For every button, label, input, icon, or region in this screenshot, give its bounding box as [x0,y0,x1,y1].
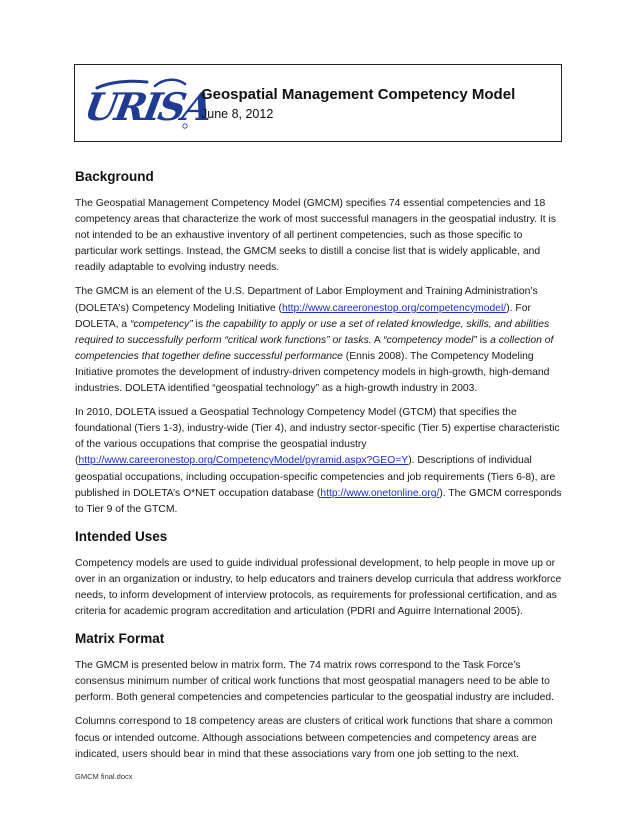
svg-text:URISA: URISA [81,85,214,130]
document-header [74,64,562,142]
section-background [75,168,567,518]
paragraph: In 2010, DOLETA issued a Geospatial Technology Competency Model (GTCM) that specifies the foundational (Tiers 1-3), industry-wide (Tier 4), and industry sector-specific (Tier 5) expertise characteristic of the various occupations that comprise the geospatial industry (http://www.careeronestop.org/CompetencyModel/pyramid.aspx?GEO=Y). Descriptions of individual geospatial occupations, including occupation-specific competencies and job requirements (Tiers 6-8), are published in DOLETA’s O*NET occupation database (http://www.onetonline.org/). The GMCM corresponds to Tier 9 of the GTCM. [75,407,562,515]
paragraph: Columns correspond to 18 competency areas are clusters of critical work functions that share a common focus or intended outcome. Although associations between competencies and competency areas are indicated, users should bear in mind that these associations vary from one job setting to the next. [75,716,553,760]
document-body [75,168,567,773]
paragraph: Competency models are used to guide individual professional development, to help people in move up or over in an organization or industry, to help educators and trainers develop curricula that address workforce needs, to inform development of interview protocols, as requirements for professional certification, and as criteria for academic program accreditation and articulation (PDRI and Aguirre International 2005). [75,557,562,618]
section-heading: Intended Uses [75,528,168,544]
competency-model-link[interactable]: http://www.careeronestop.org/competencymodel/ [281,302,507,314]
paragraph: The GMCM is presented below in matrix form. The 74 matrix rows correspond to the Task Force’s consensus minimum number of critical work functions that most geospatial managers need to be able to perform. Both general competencies and competencies particular to the geospatial industry are included. [75,660,554,704]
urisa-logo [81,74,214,132]
paragraph: The GMCM is an element of the U.S. Department of Labor Employment and Training Administration’s (DOLETA’s) Competency Modeling Initiative (http://www.careeronestop.org/competencymodel/). For DOLETA, a “competency” is the capability to apply or use a set of related knowledge, skills, and abilities required to successfully perform “critical work functions” or tasks. A “competency model” is a collection of competencies that together define successful performance (Ennis 2008). The Competency Modeling Initiative promotes the development of industry-driven competency models in high-growth, high-demand industries. DOLETA identified “geospatial technology” as a high-growth industry in 2003. [75,286,554,395]
section-intended-uses [75,528,567,620]
onet-link[interactable]: http://www.onetonline.org/ [320,487,440,499]
section-matrix-format [75,630,567,763]
document-date: June 8, 2012 [201,107,274,121]
section-heading: Background [75,169,154,184]
document-title: Geospatial Management Competency Model [201,86,516,103]
paragraph: The Geospatial Management Competency Model (GMCM) specifies 74 essential competencies and 18 competency areas that characterize the work of most successful managers in the geospatial industry. It is not intended to be an exhaustive inventory of all pertinent competencies, such as those specific to particular work settings. Instead, the GMCM seeks to distill a concise list that is widely applicable, and readily adaptable to evolving industry needs. [75,198,557,274]
section-heading: Matrix Format [75,631,165,647]
footer-filename: GMCM final.docx [75,772,133,781]
pyramid-link[interactable]: http://www.careeronestop.org/CompetencyModel/pyramid.aspx?GEO=Y [78,455,409,467]
